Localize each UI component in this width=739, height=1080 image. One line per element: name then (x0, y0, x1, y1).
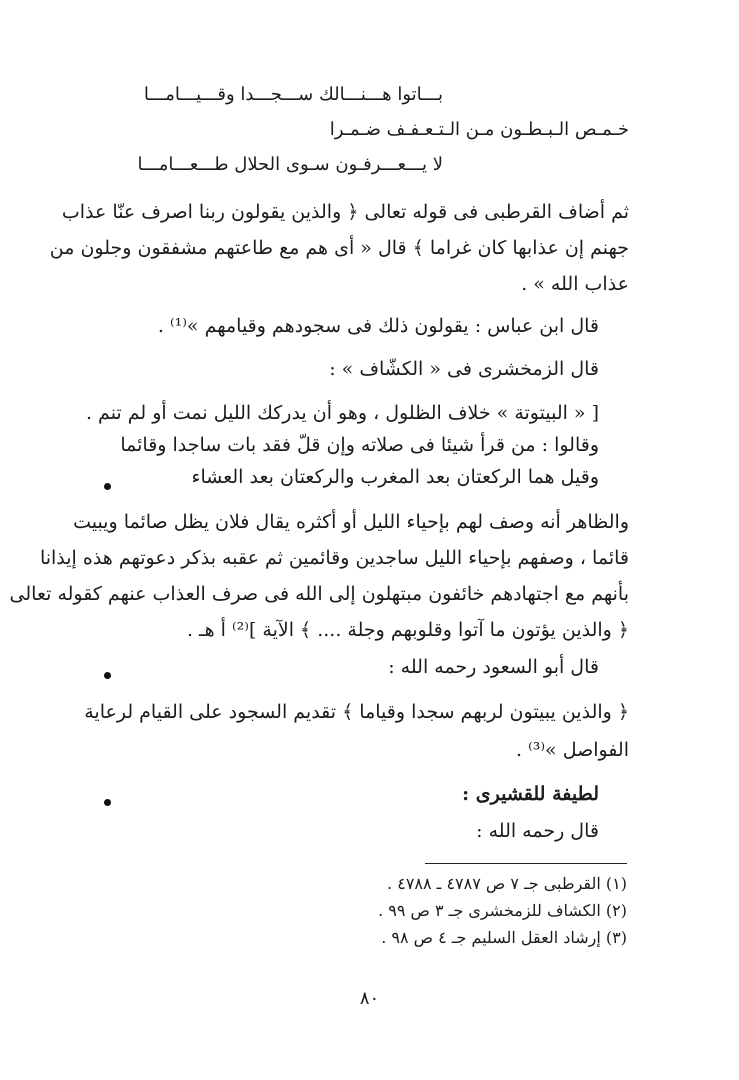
poem-line-1: بـــاتوا هـــنـــالك ســـجـــدا وقـــيـــامـــا (143, 84, 443, 105)
para1-line-3: عذاب الله » . (521, 273, 629, 295)
para2-line-4: ﴿ والذين يؤتون ما آتوا وقلوبهم وجلة .... ﴾ الآية ]⁽²⁾ أ هـ . (186, 619, 629, 641)
footnote-rule (425, 863, 627, 864)
qala-line: قال رحمه الله : (476, 820, 599, 842)
bullet-1 (104, 483, 111, 490)
ibn-abbas-line: قال ابن عباس : يقولون ذلك فى سجودهم وقيامهم »⁽¹⁾ . (157, 315, 599, 337)
bayyuta-line: [ « البيتوتة » خلاف الظلول ، وهو أن يدركك الليل نمت أو لم تنم . (85, 402, 599, 424)
page-number: ٨٠ (359, 988, 380, 1009)
qila-line: وقيل هما الركعتان بعد المغرب والركعتان بعد العشاء (191, 466, 599, 488)
para1-line-2: جهنم إن عذابها كان غراما ﴾ قال « أى هم مع طاعتهم مشفقون وجلون من (49, 237, 629, 259)
bullet-2 (104, 672, 111, 679)
footnote-3: (٣) إرشاد العقل السليم جـ ٤ ص ٩٨ . (381, 928, 627, 947)
footnote-2: (٢) الكشاف للزمخشرى جـ ٣ ص ٩٩ . (378, 901, 627, 920)
para3-line-2: الفواصل »⁽³⁾ . (515, 739, 629, 761)
poem-line-3: لا يـــعـــرفـون سـوى الحلال طـــعـــامـــا (137, 154, 443, 175)
abu-suud-line: قال أبو السعود رحمه الله : (388, 656, 599, 678)
para2-line-3: بأنهم مع اجتهادهم خائفون مبتهلون إلى الله فى صرف العذاب عنهم كقوله تعالى (9, 583, 629, 605)
para2-line-2: قائما ، وصفهم بإحياء الليل ساجدين وقائمين ثم عقبه بذكر دعوتهم هذه إيذانا (39, 547, 629, 569)
poem-line-2: خـمـص الـبـطـون مـن الـتـعـفـف ضـمـرا (329, 119, 629, 140)
para2-line-1: والظاهر أنه وصف لهم بإحياء الليل أو أكثره يقال فلان يظل صائما ويبيت (73, 511, 629, 533)
zamakhshari-line: قال الزمخشرى فى « الكشّاف » : (329, 358, 599, 380)
qalu-line: وقالوا : من قرأ شيئا فى صلاته وإن قلّ فقد بات ساجدا وقائما (120, 434, 599, 456)
bullet-3 (104, 799, 111, 806)
latifa-heading: لطيفة للقشيرى : (462, 783, 599, 805)
footnote-1: (١) القرطبى جـ ٧ ص ٤٧٨٧ ـ ٤٧٨٨ . (387, 874, 627, 893)
para1-line-1: ثم أضاف القرطبى فى قوله تعالى ﴿ والذين يقولون ربنا اصرف عنّا عذاب (61, 201, 629, 223)
para3-line-1: ﴿ والذين يبيتون لربهم سجدا وقياما ﴾ تقديم السجود على القيام لرعاية (84, 701, 629, 723)
